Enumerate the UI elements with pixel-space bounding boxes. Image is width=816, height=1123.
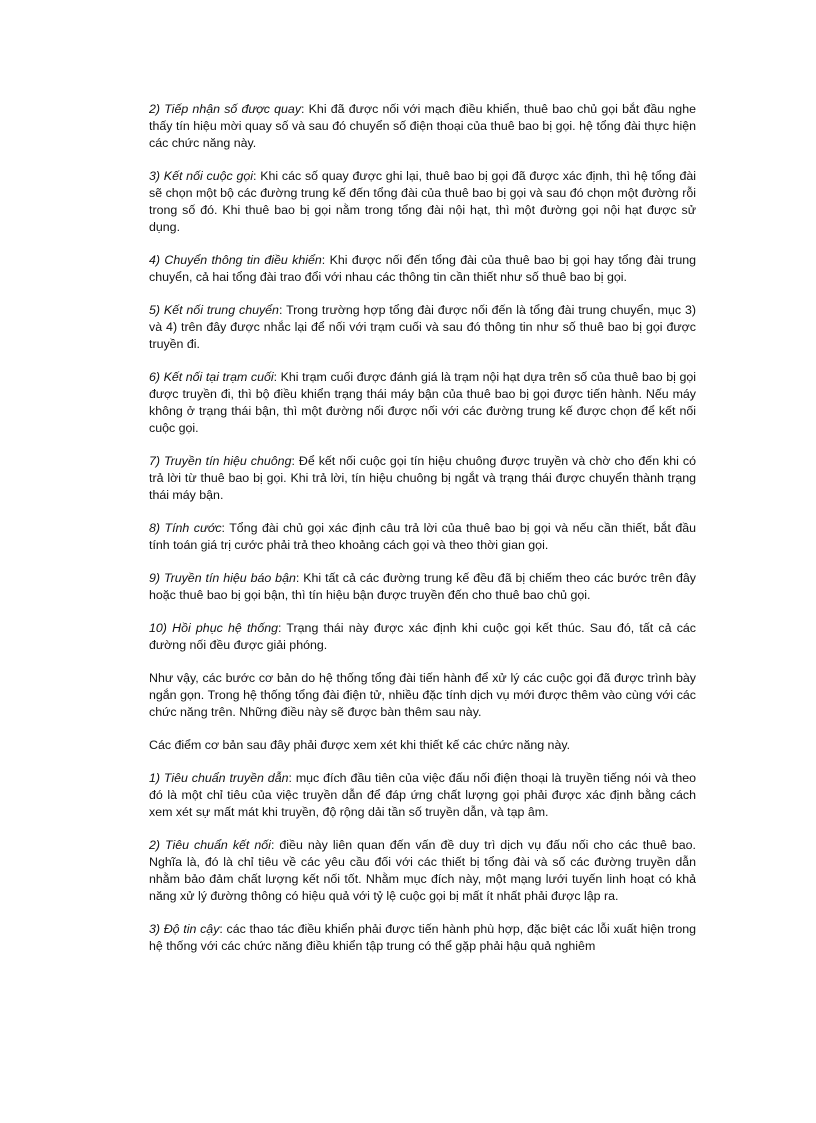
- paragraph-heading: 9) Truyền tín hiệu báo bận: [149, 571, 296, 585]
- paragraph-step-9: [149, 570, 696, 604]
- paragraph-text: : Trong trường hợp tổng đài được nối đến là tổng đài trung chuyển, mục 3) và 4) trên đây được nhắc lại để nối với trạm cuối và sau đó thông tin như số thuê bao bị gọi được truyền đi.: [149, 303, 696, 351]
- paragraph-text: : Tổng đài chủ gọi xác định câu trả lời của thuê bao bị gọi và nếu cần thiết, bắt đầu tính toán giá trị cước phải trả theo khoảng cách gọi và theo thời gian gọi.: [149, 521, 697, 552]
- paragraph-text: : điều này liên quan đến vấn đề duy trì dịch vụ đấu nối cho các thuê bao. Nghĩa là, đó là chỉ tiêu về các yêu cầu đối với các thiết bị tổng đài và số các đường truyền dẫn nhằm bảo đảm chất lượng kết nối tốt. Nhằm mục đích này, một mạng lưới tuyến linh hoạt có khả năng xử lý đường thông có hiệu quả với tỷ lệ cuộc gọi bị mất ít nhất phải được lập ra.: [149, 838, 696, 903]
- paragraph-heading: 7) Truyền tín hiệu chuông: [149, 454, 292, 468]
- paragraph-heading: 8) Tính cước: [149, 521, 222, 535]
- paragraph-heading: 6) Kết nối tại trạm cuối: [149, 370, 274, 384]
- paragraph-step-2: [149, 101, 696, 152]
- paragraph-summary: [149, 670, 696, 721]
- paragraph-text: : Khi đã được nối với mạch điều khiển, thuê bao chủ gọi bắt đầu nghe thấy tín hiệu mời quay số và sau đó chuyển số điện thoại của thuê bao bị gọi. hệ tổng đài thực hiện các chức năng này.: [149, 102, 696, 150]
- paragraph-text: : Trạng thái này được xác định khi cuộc gọi kết thúc. Sau đó, tất cả các đường nối đều được giải phóng.: [149, 621, 696, 652]
- paragraph-heading: 5) Kết nối trung chuyển: [149, 303, 279, 317]
- paragraph-text: : mục đích đầu tiên của việc đấu nối điện thoại là truyền tiếng nói và theo đó là một chỉ tiêu của việc truyền dẫn để đáp ứng chất lượng gọi phải được xác định bằng cách xem xét sự mất mát khi truyền, độ rộng dải tần số truyền dẫn, và tạp âm.: [149, 771, 696, 819]
- paragraph-heading: 2) Tiếp nhận số được quay: [149, 102, 302, 116]
- paragraph-step-6: [149, 369, 696, 437]
- paragraph-heading: 4) Chuyển thông tin điều khiển: [149, 253, 322, 267]
- paragraph-step-4: [149, 252, 696, 286]
- paragraph-heading: 3) Kết nối cuộc gọi: [149, 169, 253, 183]
- paragraph-text: : Khi trạm cuối được đánh giá là trạm nội hạt dựa trên số của thuê bao bị gọi được truyền đi, thì bộ điều khiển trạng thái máy bận của thuê bao bị gọi được tiến hành. Nếu máy không ở trạng thái bận, thì một đường nối được nối với các đường trung kế được chọn để kết nối cuộc gọi.: [149, 370, 696, 435]
- paragraph-text: : Khi tất cả các đường trung kế đều đã bị chiếm theo các bước trên đây hoặc thuê bao bị gọi bận, thì tín hiệu bận được truyền đến cho thuê bao chủ gọi.: [149, 571, 697, 602]
- paragraph-heading: 2) Tiêu chuẩn kết nối: [149, 838, 271, 852]
- paragraph-text: : các thao tác điều khiển phải được tiến hành phù hợp, đặc biệt các lỗi xuất hiện trong hệ thống với các chức năng điều khiển tập trung có thể gặp phải hậu quả nghiêm: [149, 922, 696, 953]
- paragraph-step-8: [149, 520, 696, 554]
- paragraph-step-5: [149, 302, 696, 353]
- paragraph-step-7: [149, 453, 696, 504]
- paragraph-heading: 1) Tiêu chuẩn truyền dẫn: [149, 771, 289, 785]
- paragraph-step-10: [149, 620, 696, 654]
- paragraph-criterion-2: [149, 837, 696, 905]
- paragraph-heading: 3) Độ tin cậy: [149, 922, 220, 936]
- paragraph-criterion-3: [149, 921, 696, 972]
- paragraph-criterion-1: [149, 770, 696, 821]
- paragraph-text: Các điểm cơ bản sau đây phải được xem xét khi thiết kế các chức năng này.: [149, 738, 571, 752]
- paragraph-text: : Khi được nối đến tổng đài của thuê bao bị gọi hay tổng đài trung chuyển, cả hai tổng đài trao đổi với nhau các thông tin cần thiết như số thuê bao bị gọi.: [149, 253, 696, 284]
- paragraph-text: : Để kết nối cuộc gọi tín hiệu chuông được truyền và chờ cho đến khi có trả lời từ thuê bao bị gọi. Khi trả lời, tín hiệu chuông bị ngắt và trạng thái được chuyển thành trạng thái máy bận.: [149, 454, 696, 502]
- paragraph-heading: 10) Hồi phục hệ thống: [149, 621, 278, 635]
- paragraph-design-intro: [149, 737, 696, 754]
- paragraph-text: : Khi các số quay được ghi lại, thuê bao bị gọi đã được xác định, thì hệ tổng đài sẽ chọn một bộ các đường trung kế đến tổng đài của thuê bao bị gọi và sau đó chọn một đường rỗi trong số đó. Khi thuê bao bị gọi nằm trong tổng đài nội hạt, thì một đường gọi nội hạt được sử dụng.: [149, 169, 696, 234]
- paragraph-text: Như vậy, các bước cơ bản do hệ thống tổng đài tiến hành để xử lý các cuộc gọi đã được trình bày ngắn gọn. Trong hệ thống tổng đài điện tử, nhiều đặc tính dịch vụ mới được thêm vào cùng với các chức năng trên. Những điều này sẽ được bàn thêm sau này.: [149, 671, 696, 719]
- paragraph-step-3: [149, 168, 696, 236]
